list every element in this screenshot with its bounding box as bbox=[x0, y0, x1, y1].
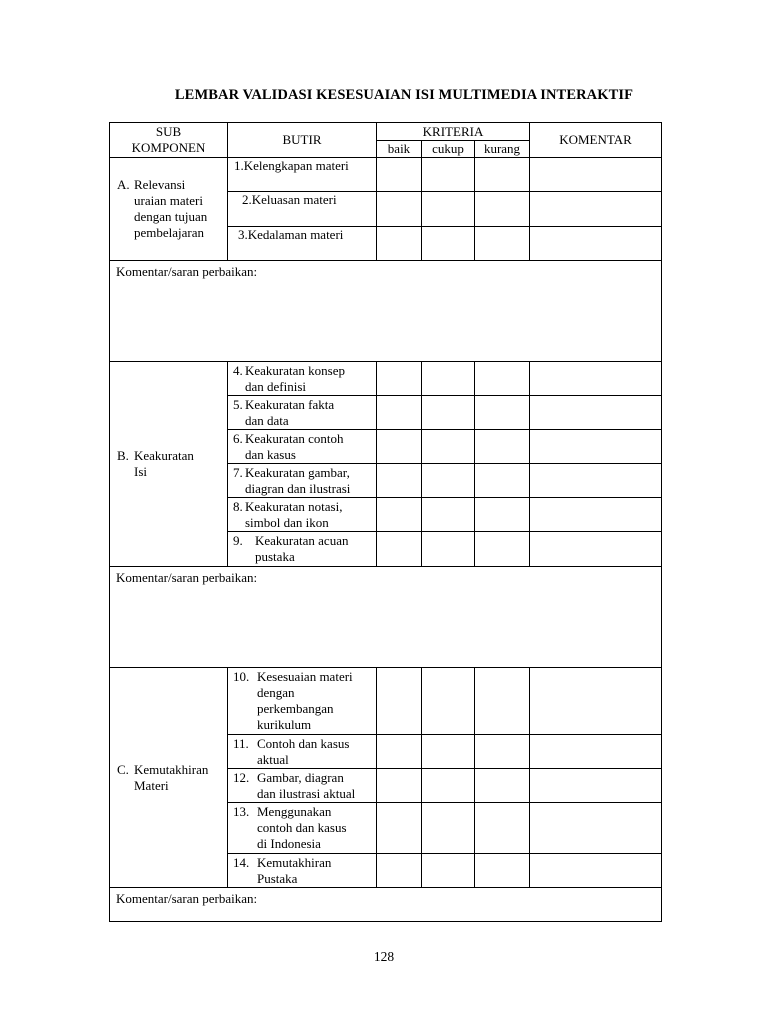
baik-cell[interactable] bbox=[377, 158, 422, 192]
kurang-cell[interactable] bbox=[475, 430, 530, 464]
komentar-cell[interactable] bbox=[530, 854, 662, 888]
kurang-cell[interactable] bbox=[475, 362, 530, 396]
header-kurang: kurang bbox=[475, 141, 530, 158]
baik-cell[interactable] bbox=[377, 396, 422, 430]
header-komentar: KOMENTAR bbox=[530, 123, 662, 158]
komentar-cell[interactable] bbox=[530, 735, 662, 769]
baik-cell[interactable] bbox=[377, 227, 422, 261]
baik-cell[interactable] bbox=[377, 498, 422, 532]
cukup-cell[interactable] bbox=[422, 854, 475, 888]
baik-cell[interactable] bbox=[377, 532, 422, 567]
butir-item: 9. Keakuratan acuan pustaka bbox=[228, 532, 377, 567]
cukup-cell[interactable] bbox=[422, 227, 475, 261]
cukup-cell[interactable] bbox=[422, 396, 475, 430]
header-butir: BUTIR bbox=[228, 123, 377, 158]
kurang-cell[interactable] bbox=[475, 668, 530, 735]
butir-item: 13. Menggunakan contoh dan kasus di Indonesia bbox=[228, 803, 377, 854]
baik-cell[interactable] bbox=[377, 803, 422, 854]
kurang-cell[interactable] bbox=[475, 396, 530, 430]
page-title: LEMBAR VALIDASI KESESUAIAN ISI MULTIMEDIA INTERAKTIF bbox=[174, 87, 634, 103]
cukup-cell[interactable] bbox=[422, 362, 475, 396]
kurang-cell[interactable] bbox=[475, 854, 530, 888]
page-number: 128 bbox=[373, 949, 395, 964]
kurang-cell[interactable] bbox=[475, 464, 530, 498]
butir-item: 12. Gambar, diagran dan ilustrasi aktual bbox=[228, 769, 377, 803]
cukup-cell[interactable] bbox=[422, 668, 475, 735]
header-cukup: cukup bbox=[422, 141, 475, 158]
cukup-cell[interactable] bbox=[422, 430, 475, 464]
kurang-cell[interactable] bbox=[475, 227, 530, 261]
kurang-cell[interactable] bbox=[475, 498, 530, 532]
komentar-saran-a[interactable]: Komentar/saran perbaikan: bbox=[110, 261, 662, 362]
komentar-cell[interactable] bbox=[530, 769, 662, 803]
komentar-cell[interactable] bbox=[530, 803, 662, 854]
baik-cell[interactable] bbox=[377, 430, 422, 464]
butir-item: 10. Kesesuaian materi dengan perkembangan kurikulum bbox=[228, 668, 377, 735]
cukup-cell[interactable] bbox=[422, 464, 475, 498]
baik-cell[interactable] bbox=[377, 362, 422, 396]
header-kriteria: KRITERIA bbox=[377, 123, 530, 141]
cukup-cell[interactable] bbox=[422, 803, 475, 854]
kurang-cell[interactable] bbox=[475, 803, 530, 854]
butir-item: 6. Keakuratan contoh dan kasus bbox=[228, 430, 377, 464]
komentar-cell[interactable] bbox=[530, 192, 662, 227]
cukup-cell[interactable] bbox=[422, 158, 475, 192]
butir-item: 1. Kelengkapan materi bbox=[228, 158, 377, 192]
cukup-cell[interactable] bbox=[422, 532, 475, 567]
kurang-cell[interactable] bbox=[475, 158, 530, 192]
baik-cell[interactable] bbox=[377, 769, 422, 803]
section-a-label: A. Relevansi uraian materi dengan tujuan pembelajaran bbox=[110, 158, 228, 261]
baik-cell[interactable] bbox=[377, 668, 422, 735]
baik-cell[interactable] bbox=[377, 192, 422, 227]
komentar-cell[interactable] bbox=[530, 396, 662, 430]
cukup-cell[interactable] bbox=[422, 192, 475, 227]
kurang-cell[interactable] bbox=[475, 532, 530, 567]
kurang-cell[interactable] bbox=[475, 769, 530, 803]
komentar-cell[interactable] bbox=[530, 668, 662, 735]
komentar-cell[interactable] bbox=[530, 532, 662, 567]
komentar-saran-c[interactable]: Komentar/saran perbaikan: bbox=[110, 888, 662, 922]
komentar-cell[interactable] bbox=[530, 362, 662, 396]
cukup-cell[interactable] bbox=[422, 735, 475, 769]
cukup-cell[interactable] bbox=[422, 769, 475, 803]
baik-cell[interactable] bbox=[377, 464, 422, 498]
butir-item: 7. Keakuratan gambar, diagran dan ilustrasi bbox=[228, 464, 377, 498]
kurang-cell[interactable] bbox=[475, 735, 530, 769]
butir-item: 3. Kedalaman materi bbox=[228, 227, 377, 261]
validation-table bbox=[109, 122, 662, 922]
butir-item: 2. Keluasan materi bbox=[228, 192, 377, 227]
komentar-cell[interactable] bbox=[530, 227, 662, 261]
baik-cell[interactable] bbox=[377, 854, 422, 888]
butir-item: 11. Contoh dan kasus aktual bbox=[228, 735, 377, 769]
komentar-saran-b[interactable]: Komentar/saran perbaikan: bbox=[110, 567, 662, 668]
baik-cell[interactable] bbox=[377, 735, 422, 769]
section-b-label: B. Keakuratan Isi bbox=[110, 362, 228, 567]
cukup-cell[interactable] bbox=[422, 498, 475, 532]
kurang-cell[interactable] bbox=[475, 192, 530, 227]
butir-item: 4. Keakuratan konsep dan definisi bbox=[228, 362, 377, 396]
butir-item: 8. Keakuratan notasi, simbol dan ikon bbox=[228, 498, 377, 532]
komentar-cell[interactable] bbox=[530, 430, 662, 464]
komentar-cell[interactable] bbox=[530, 464, 662, 498]
komentar-cell[interactable] bbox=[530, 158, 662, 192]
komentar-cell[interactable] bbox=[530, 498, 662, 532]
butir-item: 5. Keakuratan fakta dan data bbox=[228, 396, 377, 430]
butir-item: 14. Kemutakhiran Pustaka bbox=[228, 854, 377, 888]
header-sub-komponen: SUB KOMPONEN bbox=[110, 123, 228, 158]
section-c-label: C. Kemutakhiran Materi bbox=[110, 668, 228, 888]
header-baik: baik bbox=[377, 141, 422, 158]
